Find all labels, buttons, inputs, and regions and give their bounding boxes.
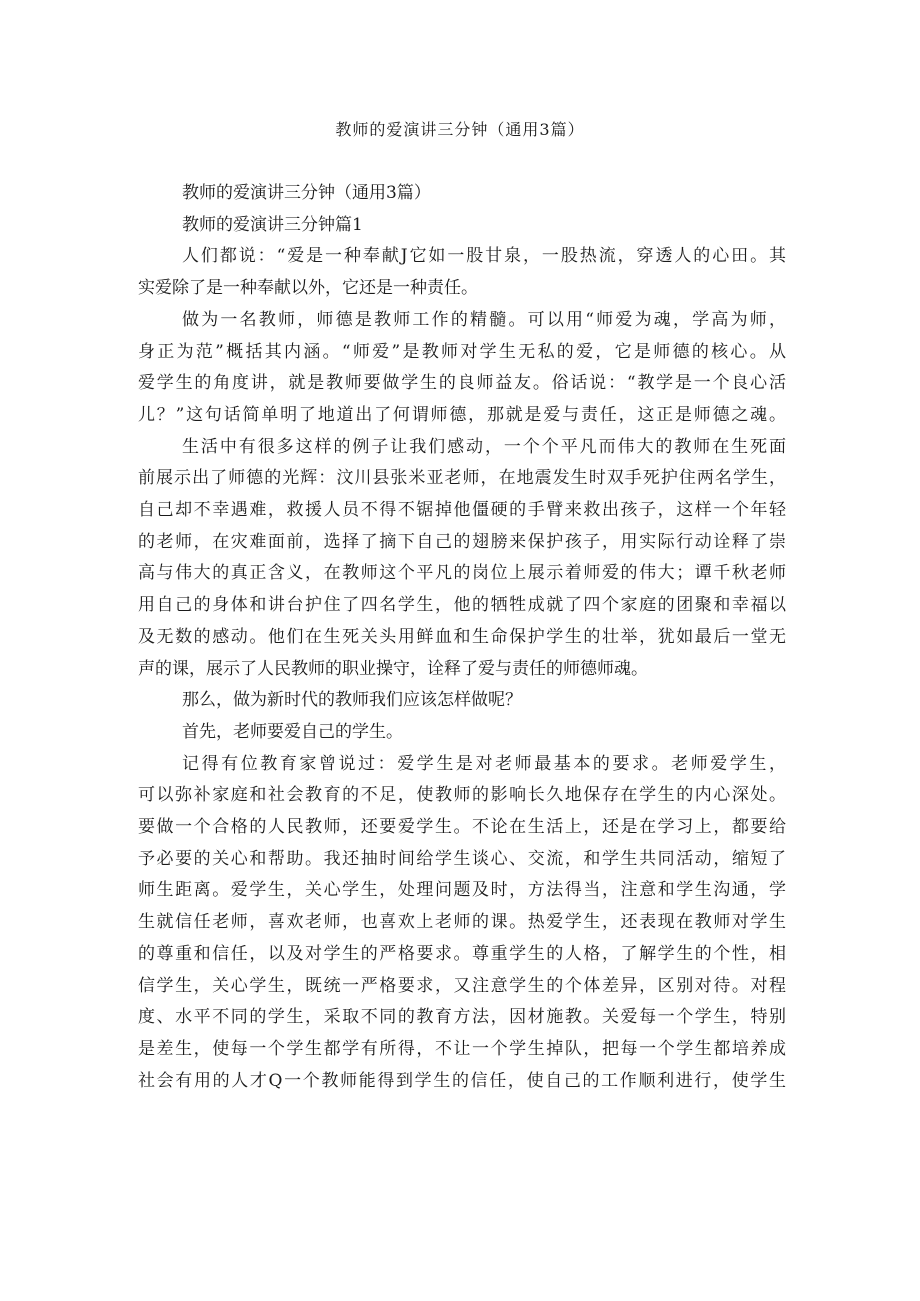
document-title: 教师的爱演讲三分钟（通用3篇） [335, 120, 585, 139]
text-line: 教师的爱演讲三分钟篇1 [182, 214, 363, 235]
text-line: 生活中有很多这样的例子让我们感动，一个个平凡而伟大的教师在生死面 [182, 436, 786, 457]
text-line: 身正为范”概括其内涵。“师爱”是教师对学生无私的爱，它是师德的核心。从 [138, 341, 786, 362]
text-line: 爱学生的角度讲，就是教师要做学生的良师益友。俗话说：“教学是一个良心活 [138, 373, 786, 394]
document-body [138, 178, 786, 1097]
text-line: 教师的爱演讲三分钟（通用3篇） [182, 183, 431, 203]
text-line: 度、水平不同的学生，采取不同的教育方法，因材施教。关爱每一个学生，特别 [138, 1007, 786, 1028]
text-line: 师生距离。爱学生，关心学生，处理问题及时，方法得当，注意和学生沟通，学 [138, 880, 786, 901]
text-line: 予必要的关心和帮助。我还抽时间给学生谈心、交流，和学生共同活动，缩短了 [138, 848, 786, 869]
text-line: 做为一名教师，师德是教师工作的精髓。可以用“师爱为魂，学高为师， [182, 309, 786, 330]
text-line: 声的课，展示了人民教师的职业操守，诠释了爱与责任的师德师魂。 [138, 658, 648, 679]
text-line: 要做一个合格的人民教师，还要爱学生。不论在生活上，还是在学习上，都要给 [138, 817, 786, 838]
text-line: 生就信任老师，喜欢老师，也喜欢上老师的课。热爱学生，还表现在教师对学生 [138, 912, 786, 933]
text-line: 那么，做为新时代的教师我们应该怎样做呢？ [182, 690, 522, 711]
text-line: 可以弥补家庭和社会教育的不足，使教师的影响长久地保存在学生的内心深处。 [138, 785, 786, 806]
text-line: 用自己的身体和讲台护住了四名学生，他的牺牲成就了四个家庭的团聚和幸福以 [138, 595, 786, 616]
text-line: 记得有位教育家曾说过：爱学生是对老师最基本的要求。老师爱学生， [182, 753, 786, 774]
text-line: 的老师，在灾难面前，选择了摘下自己的翅膀来保护孩子，用实际行动诠释了崇 [138, 531, 786, 552]
text-line: 社会有用的人才Q一个教师能得到学生的信任，使自己的工作顺利进行，使学生 [138, 1070, 786, 1091]
text-line: 首先，老师要爱自己的学生。 [182, 721, 403, 742]
text-line: 信学生，关心学生，既统一严格要求，又注意学生的个体差异，区别对待。对程 [138, 975, 786, 996]
text-line: 人们都说：“爱是一种奉献J它如一股甘泉，一股热流，穿透人的心田。其 [182, 246, 786, 267]
text-line: 高与伟大的真正含义，在教师这个平凡的岗位上展示着师爱的伟大；谭千秋老师 [138, 563, 786, 584]
text-line: 儿？”这句话简单明了地道出了何谓师德，那就是爱与责任，这正是师德之魂。 [138, 404, 786, 425]
text-line: 自己却不幸遇难，救援人员不得不锯掉他僵硬的手臂来救出孩子，这样一个年轻 [138, 500, 786, 521]
text-line: 实爱除了是一种奉献以外，它还是一种责任。 [138, 278, 478, 299]
text-line: 的尊重和信任，以及对学生的严格要求。尊重学生的人格，了解学生的个性，相 [138, 943, 786, 964]
text-line: 前展示出了师德的光辉：汶川县张米亚老师，在地震发生时双手死护住两名学生， [138, 468, 786, 489]
text-line: 是差生，使每一个学生都学有所得，不让一个学生掉队，把每一个学生都培养成 [138, 1038, 786, 1059]
text-line: 及无数的感动。他们在生死关头用鲜血和生命保护学生的壮举，犹如最后一堂无 [138, 626, 786, 647]
